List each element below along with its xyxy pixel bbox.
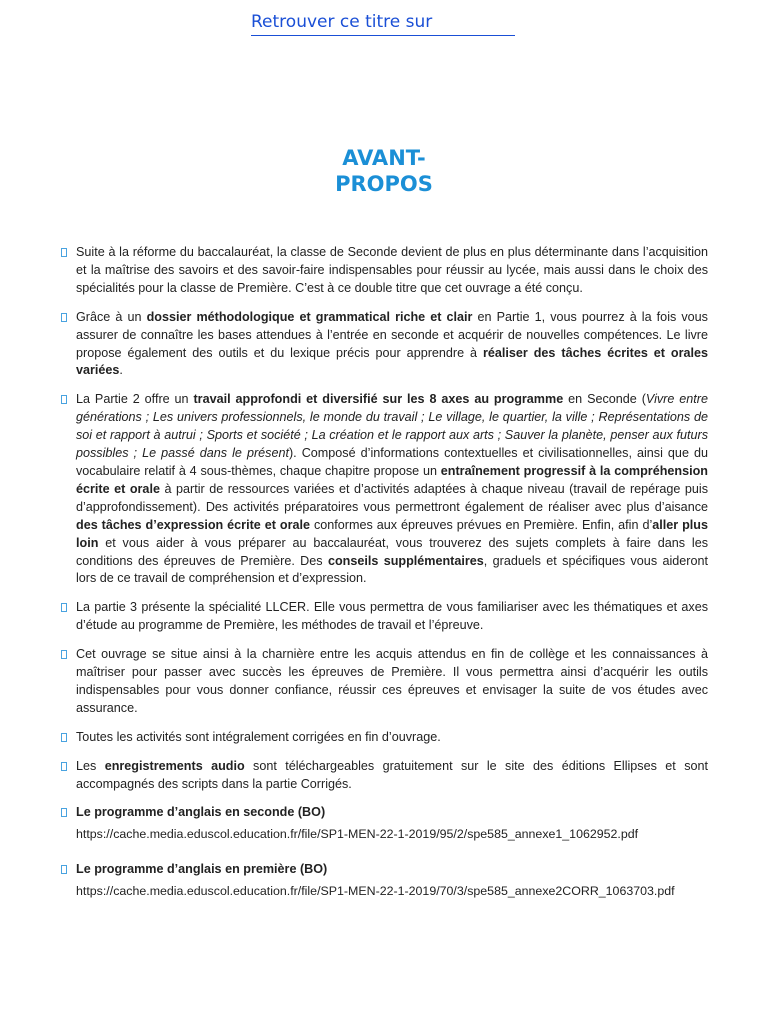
- paragraph-charniere: Cet ouvrage se situe ainsi à la charnière entre les acquis attendus en fin de collège et les connaissances à maîtriser pour passer avec succès les épreuves de Première. Il vous permettra ainsi d’acquérir les outils indispensables pour vous donner confiance, réussir ces épreuves et envisager la suite de vos études avec assurance.: [60, 646, 708, 718]
- bullet-icon: [61, 733, 67, 742]
- bo-seconde-url[interactable]: https://cache.media.eduscol.education.fr/file/SP1-MEN-22-1-2019/95/2/spe585_annexe1_1062952.pdf: [76, 827, 639, 842]
- retrouver-titre-link[interactable]: Retrouver ce titre sur: [251, 12, 515, 36]
- foreword-body: [60, 244, 708, 918]
- bullet-icon: [61, 808, 67, 817]
- title-line-2: PROPOS: [335, 172, 433, 196]
- paragraph-partie-2: La Partie 2 offre un travail approfondi et diversifié sur les 8 axes au programme en Seconde (Vivre entre générations ; Les univers professionnels, le monde du travail ; Le village, le quartier, la ville ; Représentations de soi et rapport à autrui ; Sports et société ; La création et le rapport aux arts ; Sauver la planète, penser aux futurs possibles ; Le passé dans le présent). Composé d’informations contextuelles et civilisationnelles, ainsi que du vocabulaire relatif à 4 sous-thèmes, chaque chapitre propose un entraînement progressif à la compréhension écrite et orale à partir de ressources variées et d’activités adaptées à chaque niveau (travail de repérage puis d’approfondissement). Des activités préparatoires vous permettront également de réaliser avec plus d’aisance des tâches d’expression écrite et orale conformes aux épreuves prévues en Première. Enfin, afin d’aller plus loin et vous aider à vous préparer au baccalauréat, vous trouverez des sujets complets à faire dans les conditions des épreuves de Première. Des conseils supplémentaires, graduels et spécifiques vous aideront lors de ce travail de compréhension et d’expression.: [60, 391, 708, 588]
- paragraph-partie-1: Grâce à un dossier méthodologique et grammatical riche et clair en Partie 1, vous pourrez à la fois vous assurer de connaître les bases attendues à l’entrée en seconde et acquérir de nouvelles compétences. Le livre propose également des outils et du lexique précis pour apprendre à réaliser des tâches écrites et orales variées.: [60, 309, 708, 381]
- bo-premiere-heading: Le programme d’anglais en première (BO): [60, 861, 708, 879]
- bullet-icon: [61, 313, 67, 322]
- title-line-1: AVANT-: [342, 146, 426, 170]
- paragraph-audio: Les enregistrements audio sont téléchargeables gratuitement sur le site des éditions Ellipses et sont accompagnés des scripts dans la partie Corrigés.: [60, 758, 708, 794]
- paragraph-reforme: Suite à la réforme du baccalauréat, la classe de Seconde devient de plus en plus déterminante dans l’acquisition et la maîtrise des savoirs et des savoir-faire indispensables pour réussir au lycée, mais aussi dans le choix des spécialités pour la classe de Première. C’est à ce double titre que cet ouvrage a été conçu.: [60, 244, 708, 298]
- bo-premiere-url[interactable]: https://cache.media.eduscol.education.fr/file/SP1-MEN-22-1-2019/70/3/spe585_annexe2CORR_1063703.pdf: [76, 884, 675, 899]
- bullet-icon: [61, 650, 67, 659]
- bo-seconde-heading: Le programme d’anglais en seconde (BO): [60, 804, 708, 822]
- paragraph-corrigees: Toutes les activités sont intégralement corrigées en fin d’ouvrage.: [60, 729, 708, 747]
- paragraph-partie-3: La partie 3 présente la spécialité LLCER. Elle vous permettra de vous familiariser avec les thématiques et axes d’étude au programme de Première, les méthodes de travail et l’épreuve.: [60, 599, 708, 635]
- bullet-icon: [61, 248, 67, 257]
- bullet-icon: [61, 762, 67, 771]
- bullet-icon: [61, 395, 67, 404]
- page-title: [0, 145, 768, 197]
- bullet-icon: [61, 603, 67, 612]
- bullet-icon: [61, 865, 67, 874]
